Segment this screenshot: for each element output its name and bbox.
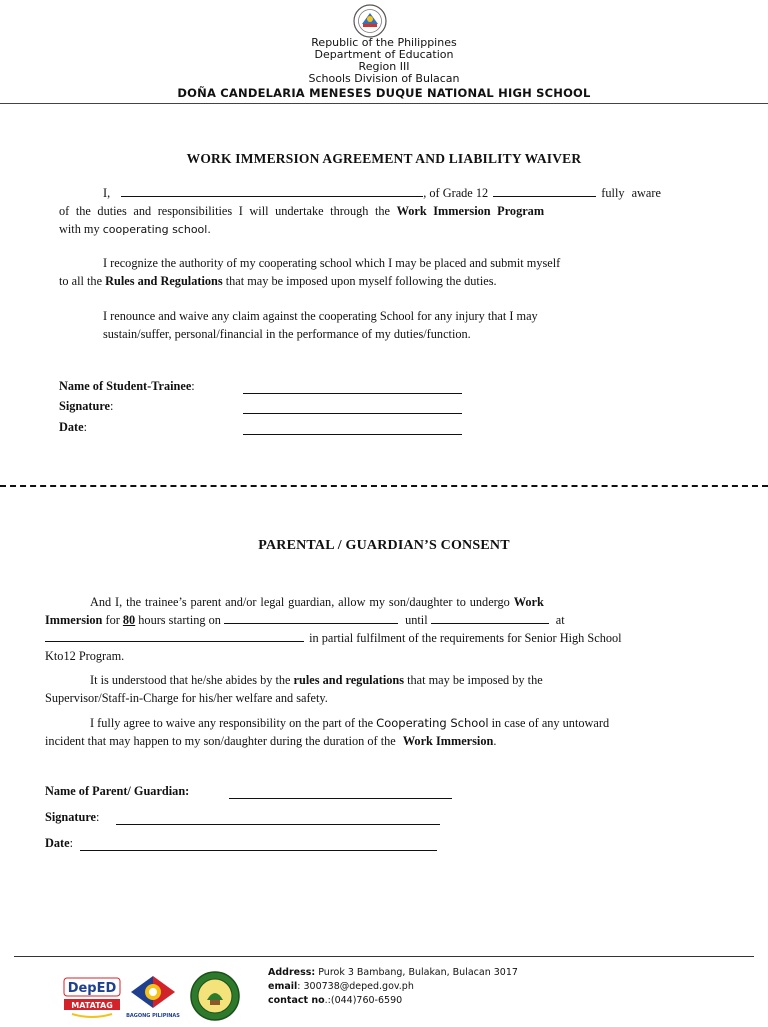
consent-p3-line1: I fully agree to waive any responsibility on the part of the Cooperating School in case of any untoward [90, 716, 610, 730]
consent-p3-line2: incident that may happen to my son/daughter during the duration of the Work Immersion. [45, 734, 497, 748]
header-divider [0, 103, 768, 104]
agreement-signature-field[interactable] [243, 401, 462, 414]
agreement-p1-line3: with my cooperating school. [59, 222, 211, 236]
header-division: Schools Division of Bulacan [308, 72, 460, 85]
grade-section-blank[interactable] [493, 184, 596, 197]
deped-matatag-logo [62, 976, 122, 1020]
parent-guardian-label: Name of Parent/ Guardian: [45, 784, 190, 798]
consent-p1-line1: And I, the trainee’s parent and/or legal guardian, allow my son/daughter to undergo Work [90, 595, 544, 609]
agreement-date-label: Date: [59, 420, 88, 434]
consent-p1-line2: Immersion for 80 hours starting on until at [45, 613, 565, 627]
header-school-name: DOÑA CANDELARIA MENESES DUQUE NATIONAL HIGH SCHOOL [177, 86, 591, 100]
agreement-title: WORK IMMERSION AGREEMENT AND LIABILITY WAIVER [186, 151, 582, 166]
footer-address: Address: Purok 3 Bambang, Bulakan, Bulacan 3017 [268, 967, 518, 978]
deped-seal [350, 4, 390, 38]
cut-line-divider [0, 485, 768, 487]
agreement-date-field[interactable] [243, 422, 462, 435]
deped-logo-text: DepED [67, 981, 117, 996]
end-date-blank[interactable] [431, 611, 549, 624]
consent-p1-line4: Kto12 Program. [45, 649, 125, 663]
consent-date-label: Date: [45, 836, 74, 850]
consent-p2-line2: Supervisor/Staff-in-Charge for his/her welfare and safety. [45, 691, 328, 705]
student-trainee-field[interactable] [243, 381, 462, 394]
consent-signature-field[interactable] [116, 812, 440, 825]
bagong-pilipinas-logo [125, 972, 181, 1020]
student-name-blank[interactable] [121, 184, 423, 197]
start-date-blank[interactable] [224, 611, 398, 624]
agreement-p3-line2: sustain/suffer, personal/financial in the performance of my duties/function. [103, 327, 471, 341]
agreement-p1-line1: I, , of Grade 12 fully aware [103, 186, 661, 200]
student-trainee-label: Name of Student-Trainee: [59, 379, 195, 393]
school-seal-logo [188, 970, 242, 1022]
cooperating-school-blank[interactable] [45, 629, 304, 642]
bagong-pilipinas-text: BAGONG PILIPINAS [126, 1013, 180, 1019]
matatag-logo-text: MATATAG [71, 1001, 113, 1010]
agreement-p2-line1: I recognize the authority of my cooperating school which I may be placed and submit myself [103, 256, 561, 270]
immersion-hours-value: 80 [122, 613, 136, 627]
footer-divider [14, 956, 754, 957]
agreement-p3-line1: I renounce and waive any claim against the cooperating School for any injury that I may [103, 309, 538, 323]
consent-p2-line1: It is understood that he/she abides by the rules and regulations that may be imposed by the [90, 673, 543, 687]
agreement-p2-line2: to all the Rules and Regulations that may be imposed upon myself following the duties. [59, 274, 497, 288]
consent-p1-line3: in partial fulfilment of the requirements for Senior High School [45, 629, 705, 647]
consent-date-field[interactable] [80, 838, 437, 851]
footer-email: email: 300738@deped.gov.ph [268, 981, 414, 992]
header-department: Department of Education [314, 48, 454, 61]
parent-guardian-field[interactable] [229, 786, 452, 799]
consent-signature-label: Signature: [45, 810, 100, 824]
agreement-p1-line2: of the duties and responsibilities I will undertake through the Work Immersion Program [59, 204, 545, 218]
header-region: Region III [358, 60, 410, 73]
consent-title: PARENTAL / GUARDIAN’S CONSENT [258, 538, 510, 553]
agreement-signature-label: Signature: [59, 399, 114, 413]
header-republic: Republic of the Philippines [311, 36, 457, 49]
footer-contact: contact no.:(044)760-6590 [268, 995, 403, 1006]
